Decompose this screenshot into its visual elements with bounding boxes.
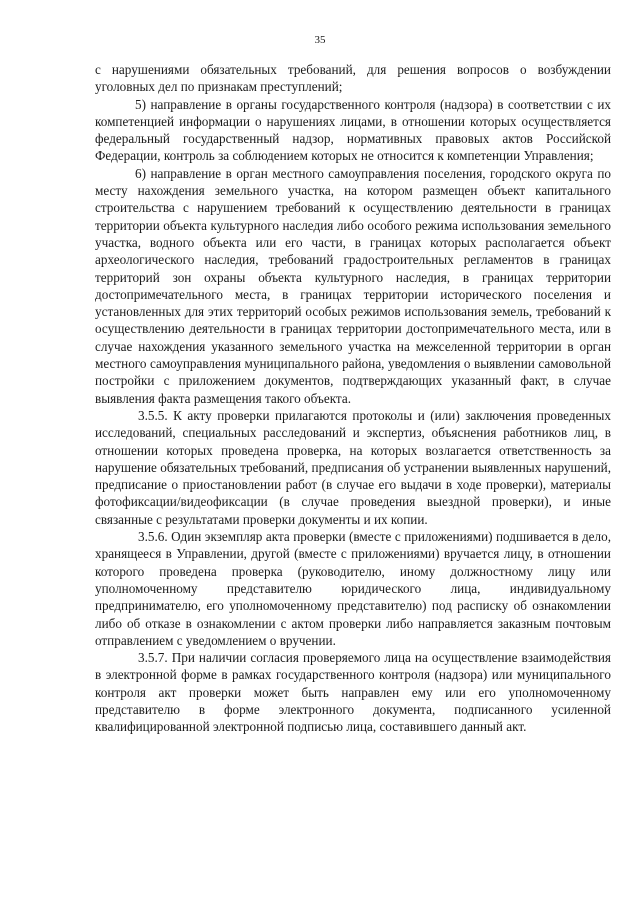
document-body bbox=[95, 61, 611, 736]
page-number: 35 bbox=[314, 34, 326, 46]
paragraph-item-5: 5) направление в органы государственного контроля (надзора) в соответствии с их компетенцией информации о нарушениях лицами, в отношении которых осуществляется федеральный государственный надзор, нормативных правовых актов Российской Федерации, контроль за соблюдением которых не относится к компетенции Управления; bbox=[95, 96, 611, 164]
paragraph-continuation: с нарушениями обязательных требований, для решения вопросов о возбуждении уголовных дел по признакам преступлений; bbox=[95, 62, 611, 95]
paragraph-3-5-7: 3.5.7. При наличии согласия проверяемого лица на осуществление взаимодействия в электронной форме в рамках государственного контроля (надзора) или муниципального контроля акт проверки может быть направлен ему или его уполномоченному представителю в форме электронного документа, подписанного усиленной квалифицированной электронной подписью лица, составившего данный акт. bbox=[95, 650, 611, 735]
paragraph-3-5-6: 3.5.6. Один экземпляр акта проверки (вместе с приложениями) подшивается в дело, хранящееся в Управлении, другой (вместе с приложениями) вручается лицу, в отношении которого проведена проверка (руководителю, иному должностному лицу или уполномоченному представителю юридического лица, индивидуальному предпринимателю, его уполномоченному представителю) под расписку об ознакомлении либо об отказе в ознакомлении с актом проверки либо направляется заказным почтовым отправлением с уведомлением о вручении. bbox=[95, 529, 611, 648]
paragraph-item-6: 6) направление в орган местного самоуправления поселения, городского округа по месту нахождения земельного участка, на котором размещен объект капитального строительства с нарушением требований к осуществлению деятельности в границах территории объекта культурного наследия либо особого режима использования земельного участка, водного объекта или его части, в границах которых располагается объект археологического наследия, требований градостроительных регламентов в границах территорий зон охраны объекта культурного наследия, в границах территории достопримечательного места, в границах территории исторического поселения и установленных для этих территорий особых режимов использования земель, требований к осуществлению деятельности в границах территории достопримечательного места, или в случае нахождения указанного земельного участка на межселенной территории в орган местного самоуправления муниципального района, уведомления о выявлении самовольной постройки с приложением документов, подтверждающих указанный факт, в случае выявления факта размещения такого объекта. bbox=[95, 165, 611, 406]
paragraph-3-5-5: 3.5.5. К акту проверки прилагаются протоколы и (или) заключения проведенных исследований, специальных расследований и экспертиз, объяснения работников лиц, в отношении которых проведена проверка, на которых возлагается ответственность за нарушение обязательных требований, предписания об устранении выявленных нарушений, предписание о приостановлении работ (в случае его выдачи в ходе проверки), материалы фотофиксации/видеофиксации (в случае проведения выездной проверки), и иные связанные с результатами проверки документы и их копии. bbox=[95, 407, 611, 527]
